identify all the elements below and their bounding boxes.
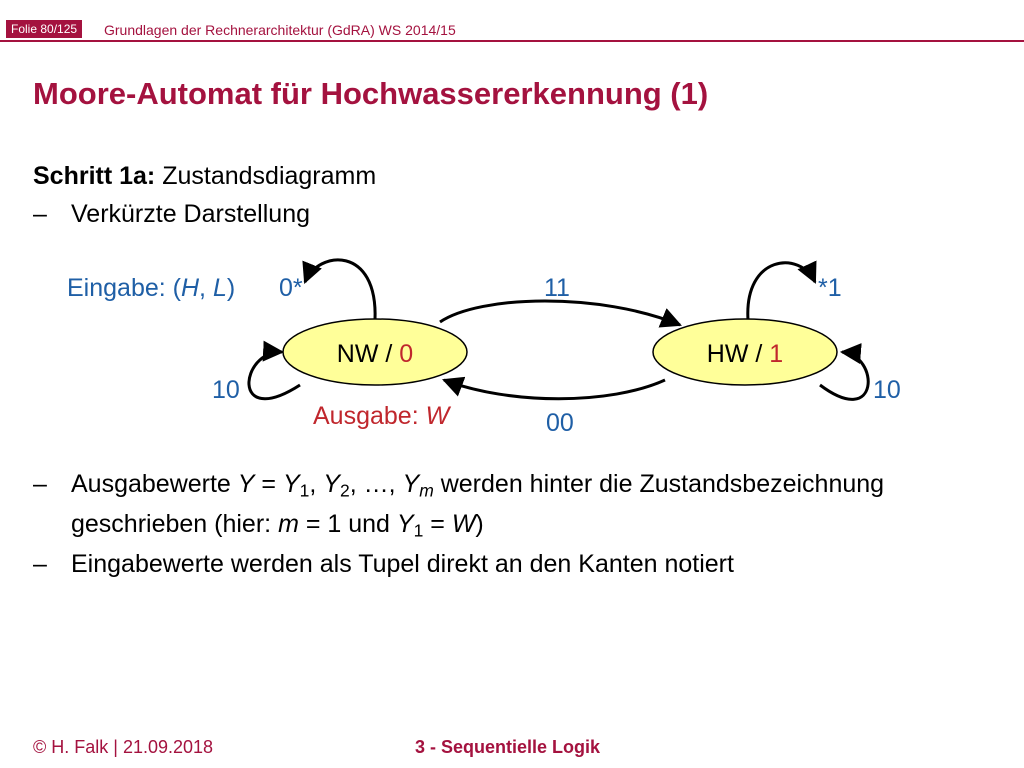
var-y2: Y [323, 470, 340, 498]
step-text: Zustandsdiagramm [155, 162, 377, 190]
text-segment: geschrieben (hier: [71, 510, 279, 538]
state-nw-label: NW / 0 [336, 340, 414, 368]
text-segment: = [423, 510, 452, 538]
edge-nw-self-top [305, 260, 375, 320]
course-title: Grundlagen der Rechnerarchitektur (GdRA) WS 2014/15 [104, 22, 456, 38]
text-segment: , [309, 470, 324, 498]
state-hw-label: HW / 1 [706, 340, 784, 368]
subscript: 1 [413, 520, 424, 541]
var-y1: Y [282, 470, 300, 498]
input-legend: Eingabe: (H, L) [67, 274, 236, 302]
text-segment: werden hinter die Zustandsbezeichnung [433, 470, 885, 498]
edge-hw-to-nw [444, 380, 665, 399]
bullet-output-values-line2 [33, 510, 484, 539]
bullet-dash: – [33, 550, 47, 578]
var-y1: Y [396, 510, 414, 538]
subscript: 1 [299, 480, 310, 501]
edge-hw-self-top [748, 263, 815, 320]
bullet-dash: – [33, 470, 47, 498]
text-segment: , …, [349, 470, 403, 498]
subscript: m [419, 480, 434, 501]
subscript: 2 [339, 480, 350, 501]
bullet-dash: – [33, 200, 47, 228]
bullet-input-values [33, 550, 734, 579]
var-y: Y [237, 470, 255, 498]
footer-chapter: 3 - Sequentielle Logik [415, 737, 601, 757]
output-legend: Ausgabe: W [313, 402, 450, 430]
var-ym: Y [402, 470, 420, 498]
label-hw-to-nw: 00 [546, 409, 574, 437]
bullet-text: Verkürzte Darstellung [71, 200, 311, 228]
bullet-output-values [33, 470, 884, 499]
slide-title: Moore-Automat für Hochwassererkennung (1) [33, 76, 709, 111]
bullet-text: Eingabewerte werden als Tupel direkt an den Kanten notiert [71, 550, 734, 578]
text-segment: = [254, 470, 283, 498]
text-segment: Ausgabewerte [71, 470, 238, 498]
text-segment: ) [475, 510, 484, 538]
label-nw-to-hw: 11 [544, 274, 570, 302]
label-hw-self-bottom: 10 [873, 376, 901, 404]
text-segment: = 1 und [298, 510, 397, 538]
slide-number-badge: Folie 80/125 [6, 20, 82, 38]
var-m: m [278, 510, 299, 538]
step-label: Schritt 1a: [33, 162, 156, 190]
label-hw-self-top: *1 [818, 274, 842, 302]
var-w: W [451, 510, 476, 538]
label-nw-self-top: 0* [279, 274, 303, 302]
footer-author-date: © H. Falk | 21.09.2018 [33, 737, 214, 757]
label-nw-self-bottom: 10 [212, 376, 240, 404]
edge-nw-to-hw [440, 301, 680, 325]
